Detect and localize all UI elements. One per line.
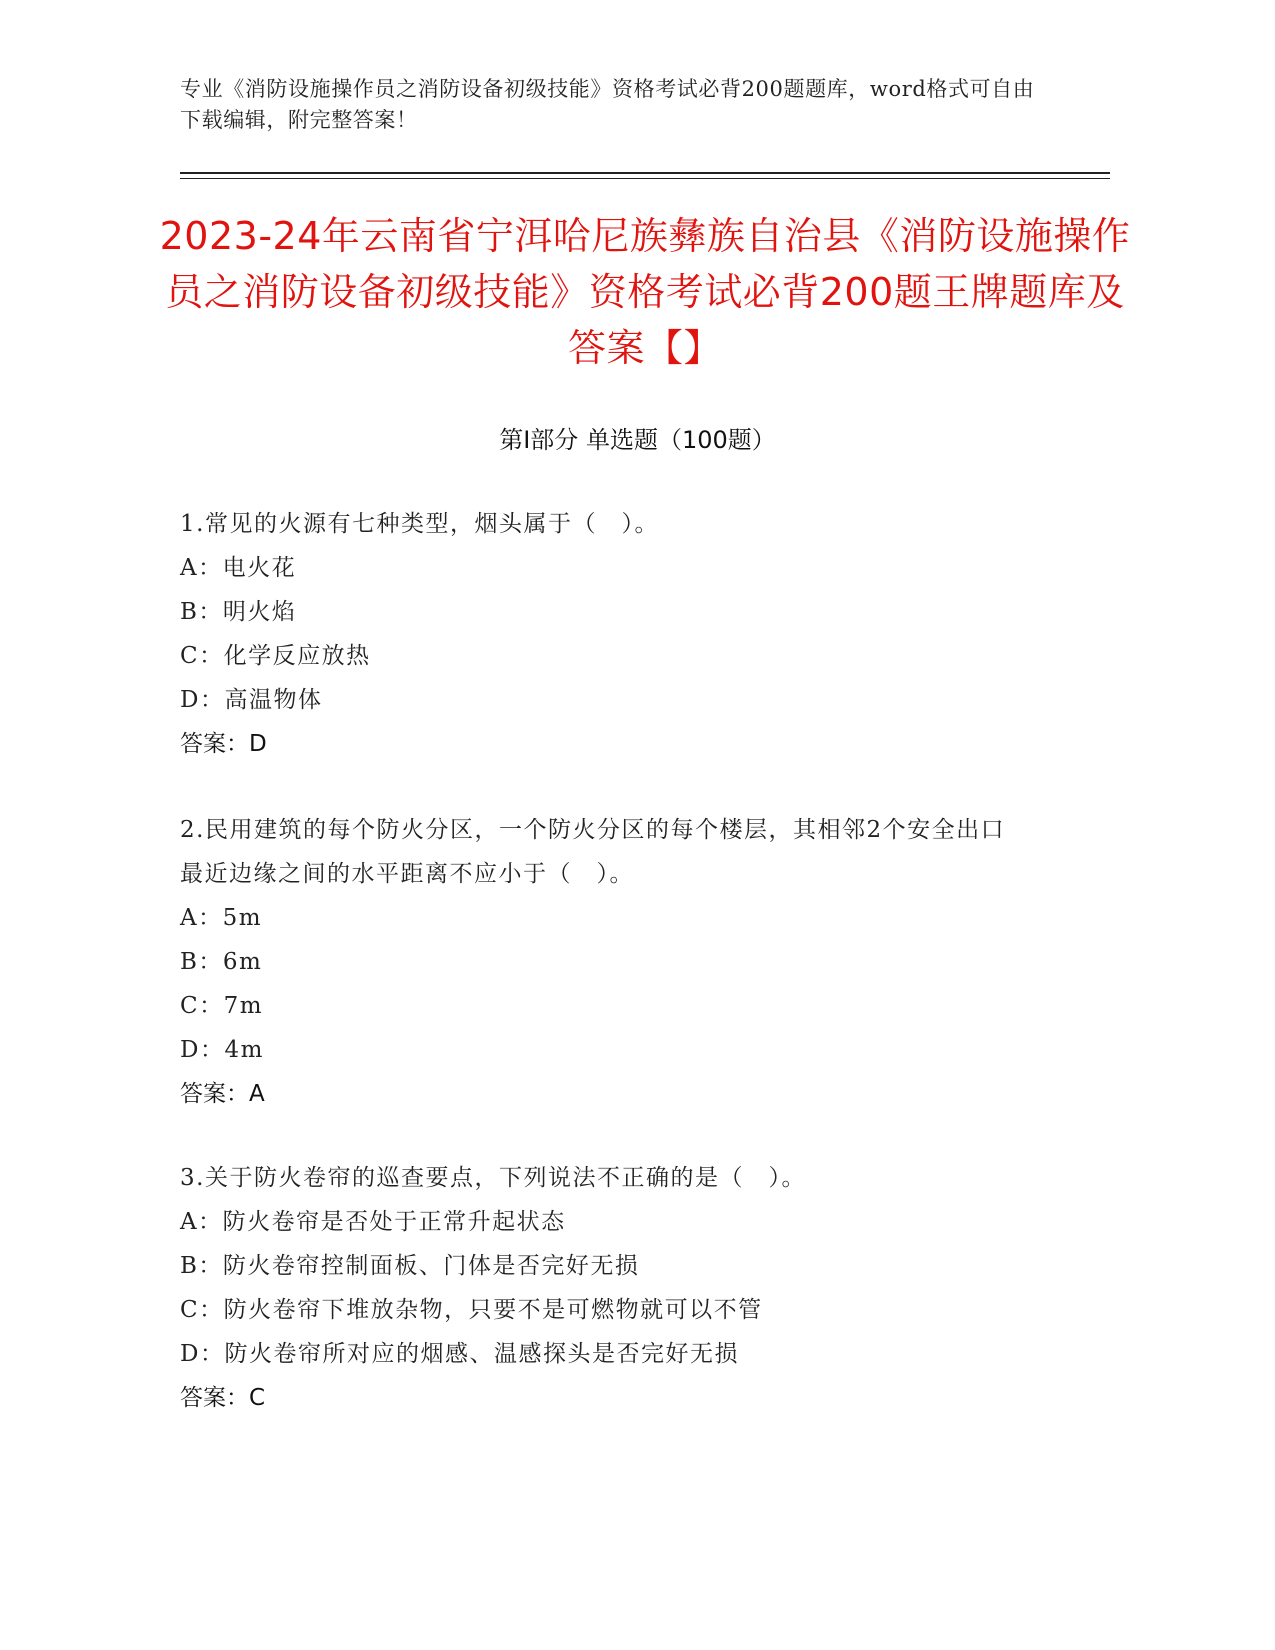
option-a: A：防火卷帘是否处于正常升起状态 (180, 1209, 566, 1235)
answer: 答案：D (180, 731, 267, 757)
section-heading: 第I部分 单选题（100题） (499, 426, 776, 454)
question-2 (180, 808, 1020, 1116)
option-b: B：明火焰 (180, 599, 297, 625)
header-divider-thick (180, 172, 1110, 174)
question-3 (180, 1156, 1080, 1420)
question-1 (180, 502, 1080, 766)
document-title: 2023-24年云南省宁洱哈尼族彝族自治县《消防设施操作员之消防设备初级技能》资格考试必背200题王牌题库及答案【】 (159, 214, 1131, 370)
option-a: A：电火花 (180, 555, 297, 581)
header-note: 专业《消防设施操作员之消防设备初级技能》资格考试必背200题题库，word格式可自由下载编辑，附完整答案！ (180, 77, 1035, 132)
answer: 答案：A (180, 1081, 265, 1107)
option-c: C：防火卷帘下堆放杂物，只要不是可燃物就可以不管 (180, 1297, 763, 1323)
answer: 答案：C (180, 1385, 266, 1411)
option-d: D：高温物体 (180, 687, 323, 713)
question-stem: 2.民用建筑的每个防火分区，一个防火分区的每个楼层，其相邻2个安全出口最近边缘之间的水平距离不应小于（ ）。 (180, 817, 1006, 887)
question-stem: 1.常见的火源有七种类型，烟头属于（ ）。 (180, 511, 659, 537)
option-d: D：4m (180, 1037, 264, 1063)
header-divider-thin (180, 178, 1110, 179)
option-a: A：5m (180, 905, 263, 931)
option-b: B：防火卷帘控制面板、门体是否完好无损 (180, 1253, 640, 1279)
option-b: B：6m (180, 949, 263, 975)
option-c: C：7m (180, 993, 264, 1019)
option-d: D：防火卷帘所对应的烟感、温感探头是否完好无损 (180, 1341, 739, 1367)
option-c: C：化学反应放热 (180, 643, 371, 669)
question-stem: 3.关于防火卷帘的巡查要点，下列说法不正确的是（ ）。 (180, 1165, 806, 1191)
